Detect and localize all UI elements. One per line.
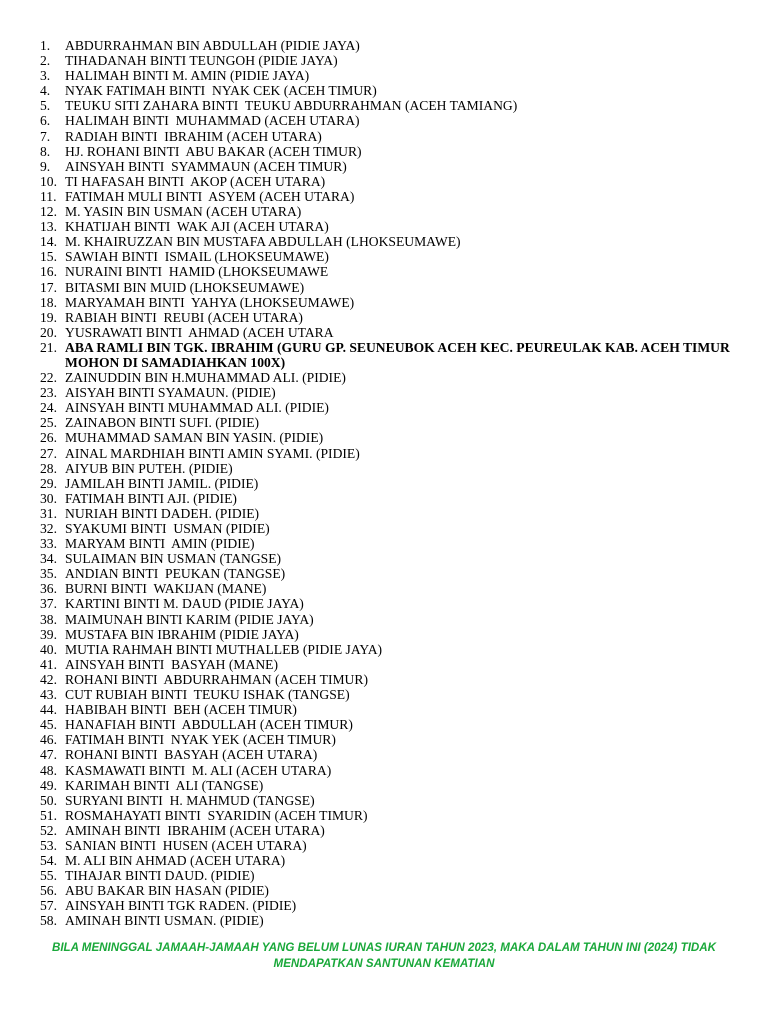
item-number: 19. (40, 309, 57, 325)
list-item (40, 98, 740, 113)
item-text: AISYAH BINTI SYAMAUN. (PIDIE) (65, 385, 276, 401)
item-number: 46. (40, 732, 57, 748)
list-item (40, 430, 740, 445)
item-number: 3. (40, 68, 51, 84)
item-text: FATIMAH BINTI AJI. (PIDIE) (65, 490, 237, 506)
list-item (40, 370, 740, 385)
list-item (40, 129, 740, 144)
item-text: ROHANI BINTI ABDURRAHMAN (ACEH TIMUR) (65, 671, 368, 687)
list-item (40, 385, 740, 400)
list-item (40, 868, 740, 883)
list-item (40, 642, 740, 657)
list-item (40, 310, 740, 325)
item-number: 31. (40, 505, 57, 521)
list-item (40, 491, 740, 506)
item-number: 27. (40, 445, 57, 461)
item-number: 56. (40, 883, 57, 899)
item-text: AINAL MARDHIAH BINTI AMIN SYAMI. (PIDIE) (65, 445, 360, 461)
footer-note-line-1: BILA MENINGGAL JAMAAH-JAMAAH YANG BELUM LUNAS IURAN TAHUN 2023, MAKA DALAM TAHUN INI (2024) TIDAK (51, 941, 717, 954)
item-text: KASMAWATI BINTI M. ALI (ACEH UTARA) (65, 762, 332, 778)
item-text: TEUKU SITI ZAHARA BINTI TEUKU ABDURRAHMAN (ACEH TAMIANG) (65, 98, 518, 114)
item-text: NURIAH BINTI DADEH. (PIDIE) (65, 505, 260, 521)
list-item (40, 506, 740, 521)
item-text: AMINAH BINTI USMAN. (PIDIE) (65, 913, 264, 929)
item-number: 24. (40, 400, 57, 416)
item-number: 53. (40, 837, 57, 853)
deceased-list (40, 38, 740, 929)
item-number: 41. (40, 656, 57, 672)
item-text: MUSTAFA BIN IBRAHIM (PIDIE JAYA) (65, 626, 299, 642)
item-text: TI HAFASAH BINTI AKOP (ACEH UTARA) (65, 173, 326, 189)
list-item (40, 551, 740, 566)
item-number: 55. (40, 868, 57, 884)
list-item (40, 204, 740, 219)
list-item (40, 763, 740, 778)
list-item (40, 461, 740, 476)
list-item (40, 174, 740, 189)
item-text: AIYUB BIN PUTEH. (PIDIE) (65, 460, 233, 476)
item-number: 49. (40, 777, 57, 793)
item-text: HJ. ROHANI BINTI ABU BAKAR (ACEH TIMUR) (65, 143, 362, 159)
item-text: KARTINI BINTI M. DAUD (PIDIE JAYA) (65, 596, 304, 612)
item-number: 35. (40, 566, 57, 582)
list-item (40, 400, 740, 415)
item-text: ZAINABON BINTI SUFI. (PIDIE) (65, 415, 260, 431)
item-number: 40. (40, 641, 57, 657)
list-item (40, 702, 740, 717)
item-number: 23. (40, 385, 57, 401)
list-item (40, 189, 740, 204)
item-text: JAMILAH BINTI JAMIL. (PIDIE) (65, 475, 259, 491)
item-text: NYAK FATIMAH BINTI NYAK CEK (ACEH TIMUR) (65, 83, 377, 99)
item-number: 54. (40, 853, 57, 869)
list-item (40, 913, 740, 928)
item-text: BITASMI BIN MUID (LHOKSEUMAWE) (65, 279, 305, 295)
list-item (40, 657, 740, 672)
list-item (40, 747, 740, 762)
list-item (40, 838, 740, 853)
list-item (40, 793, 740, 808)
item-text: MARYAM BINTI AMIN (PIDIE) (65, 536, 255, 552)
item-number: 30. (40, 490, 57, 506)
item-number: 45. (40, 717, 57, 733)
item-text: HALIMAH BINTI M. AMIN (PIDIE JAYA) (65, 68, 310, 84)
item-number: 26. (40, 430, 57, 446)
list-item (40, 113, 740, 128)
list-item (40, 280, 740, 295)
list-item (40, 325, 740, 340)
item-number: 11. (40, 188, 57, 204)
footer-note (20, 940, 748, 972)
item-text: AINSYAH BINTI MUHAMMAD ALI. (PIDIE) (65, 400, 329, 416)
item-text: KHATIJAH BINTI WAK AJI (ACEH UTARA) (65, 219, 329, 235)
item-number: 50. (40, 792, 57, 808)
item-number: 37. (40, 596, 57, 612)
list-item (40, 83, 740, 98)
item-number: 15. (40, 249, 57, 265)
list-item (40, 687, 740, 702)
item-number: 10. (40, 173, 57, 189)
item-number: 29. (40, 475, 57, 491)
item-text: KARIMAH BINTI ALI (TANGSE) (65, 777, 264, 793)
item-number: 8. (40, 143, 51, 159)
list-item (40, 264, 740, 279)
list-item (40, 219, 740, 234)
list-item (40, 68, 740, 83)
item-text: CUT RUBIAH BINTI TEUKU ISHAK (TANGSE) (65, 687, 350, 703)
item-text: ABA RAMLI BIN TGK. IBRAHIM (GURU GP. SEUNEUBOK ACEH KEC. PEUREULAK KAB. ACEH TIMUR MOHON DI SAMADIAHKAN 100X) (65, 339, 734, 370)
item-text: SAWIAH BINTI ISMAIL (LHOKSEUMAWE) (65, 249, 329, 265)
item-text: SYAKUMI BINTI USMAN (PIDIE) (65, 521, 270, 536)
item-number: 52. (40, 822, 57, 838)
item-number: 9. (40, 158, 51, 174)
item-number: 14. (40, 234, 57, 250)
item-text: HABIBAH BINTI BEH (ACEH TIMUR) (65, 702, 297, 718)
list-item (40, 566, 740, 581)
item-text: RABIAH BINTI REUBI (ACEH UTARA) (65, 309, 303, 325)
item-text: AINSYAH BINTI BASYAH (MANE) (65, 656, 278, 672)
item-number: 48. (40, 762, 57, 778)
item-text: ABU BAKAR BIN HASAN (PIDIE) (65, 883, 269, 899)
item-number: 28. (40, 460, 57, 476)
item-text: MARYAMAH BINTI YAHYA (LHOKSEUMAWE) (65, 294, 355, 310)
item-text: M. ALI BIN AHMAD (ACEH UTARA) (65, 853, 286, 869)
item-number: 4. (40, 83, 51, 99)
list-item (40, 883, 740, 898)
item-number: 16. (40, 264, 57, 280)
item-text: ABDURRAHMAN BIN ABDULLAH (PIDIE JAYA) (65, 38, 360, 53)
item-text: FATIMAH BINTI NYAK YEK (ACEH TIMUR) (65, 732, 336, 748)
item-text: AINSYAH BINTI SYAMMAUN (ACEH TIMUR) (65, 158, 347, 174)
item-number: 36. (40, 581, 57, 597)
list-item (40, 159, 740, 174)
item-number: 17. (40, 279, 57, 295)
list-item (40, 898, 740, 913)
item-text: TIHAJAR BINTI DAUD. (PIDIE) (65, 868, 255, 884)
item-text: YUSRAWATI BINTI AHMAD (ACEH UTARA (65, 324, 334, 340)
item-text: AMINAH BINTI IBRAHIM (ACEH UTARA) (65, 822, 325, 838)
item-text: ANDIAN BINTI PEUKAN (TANGSE) (65, 566, 286, 582)
item-number: 18. (40, 294, 57, 310)
item-number: 5. (40, 98, 51, 114)
item-number: 2. (40, 53, 51, 69)
item-number: 21. (40, 339, 57, 355)
item-number: 43. (40, 687, 57, 703)
item-text: MUTIA RAHMAH BINTI MUTHALLEB (PIDIE JAYA) (65, 641, 383, 657)
item-text: HALIMAH BINTI MUHAMMAD (ACEH UTARA) (65, 113, 360, 129)
footer-note-line-2: MENDAPATKAN SANTUNAN KEMATIAN (273, 957, 495, 970)
item-text: M. KHAIRUZZAN BIN MUSTAFA ABDULLAH (LHOKSEUMAWE) (65, 234, 461, 250)
item-text: BURNI BINTI WAKIJAN (MANE) (65, 581, 267, 597)
list-item (40, 672, 740, 687)
item-text: MUHAMMAD SAMAN BIN YASIN. (PIDIE) (65, 430, 324, 446)
item-number: 13. (40, 219, 57, 235)
item-number: 12. (40, 204, 57, 220)
list-item (40, 612, 740, 627)
item-number: 34. (40, 551, 57, 567)
list-item (40, 808, 740, 823)
item-number: 47. (40, 747, 57, 763)
list-item (40, 732, 740, 747)
item-text: SURYANI BINTI H. MAHMUD (TANGSE) (65, 792, 315, 808)
list-item (40, 536, 740, 551)
list-item (40, 521, 740, 536)
item-text: FATIMAH MULI BINTI ASYEM (ACEH UTARA) (65, 188, 355, 204)
item-number: 38. (40, 611, 57, 627)
list-item (40, 596, 740, 611)
item-number: 7. (40, 128, 51, 144)
item-number: 39. (40, 626, 57, 642)
list-item (40, 144, 740, 159)
list-item (40, 823, 740, 838)
item-text: ZAINUDDIN BIN H.MUHAMMAD ALI. (PIDIE) (65, 370, 346, 386)
list-item (40, 340, 740, 370)
item-text: SULAIMAN BIN USMAN (TANGSE) (65, 551, 282, 567)
list-item (40, 717, 740, 732)
item-number: 20. (40, 324, 57, 340)
item-number: 44. (40, 702, 57, 718)
item-text: NURAINI BINTI HAMID (LHOKSEUMAWE (65, 264, 329, 280)
item-text: RADIAH BINTI IBRAHIM (ACEH UTARA) (65, 128, 322, 144)
list-item (40, 295, 740, 310)
item-number: 33. (40, 536, 57, 552)
item-number: 51. (40, 807, 57, 823)
list-item (40, 446, 740, 461)
list-item (40, 853, 740, 868)
list-item (40, 627, 740, 642)
item-text: TIHADANAH BINTI TEUNGOH (PIDIE JAYA) (65, 53, 338, 69)
list-item (40, 234, 740, 249)
list-item (40, 581, 740, 596)
item-text: HANAFIAH BINTI ABDULLAH (ACEH TIMUR) (65, 717, 353, 733)
item-number: 58. (40, 913, 57, 929)
list-item (40, 38, 740, 53)
item-text: ROHANI BINTI BASYAH (ACEH UTARA) (65, 747, 318, 763)
item-number: 6. (40, 113, 51, 129)
item-number: 1. (40, 38, 51, 53)
item-text: M. YASIN BIN USMAN (ACEH UTARA) (65, 204, 302, 220)
item-number: 32. (40, 521, 57, 536)
list-item (40, 53, 740, 68)
item-number: 42. (40, 671, 57, 687)
item-text: SANIAN BINTI HUSEN (ACEH UTARA) (65, 837, 307, 853)
list-item (40, 249, 740, 264)
item-number: 22. (40, 370, 57, 386)
list-item (40, 415, 740, 430)
item-number: 25. (40, 415, 57, 431)
item-text: MAIMUNAH BINTI KARIM (PIDIE JAYA) (65, 611, 314, 627)
item-text: AINSYAH BINTI TGK RADEN. (PIDIE) (65, 898, 297, 914)
item-text: ROSMAHAYATI BINTI SYARIDIN (ACEH TIMUR) (65, 807, 368, 823)
list-item (40, 778, 740, 793)
list-item (40, 476, 740, 491)
item-number: 57. (40, 898, 57, 914)
